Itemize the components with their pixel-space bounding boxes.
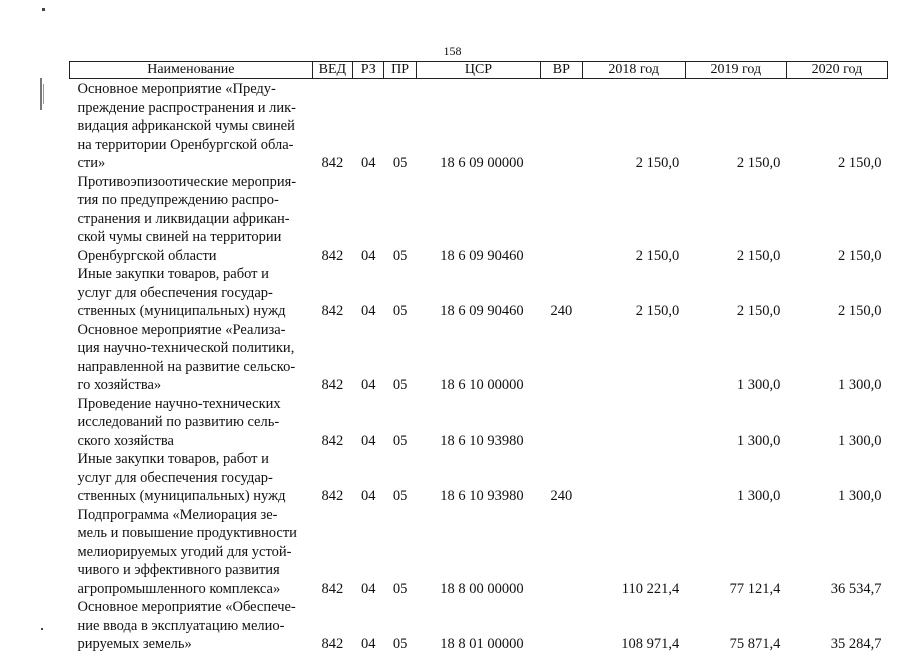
cell-2018 (582, 395, 685, 451)
cell-vr (541, 395, 582, 451)
cell-name (70, 598, 313, 654)
cell-name-line: ние ввода в эксплуатацию мелио- (77, 617, 285, 634)
cell-name-line: услуг для обеспечения государ- (77, 284, 273, 301)
cell-2018: 108 971,4 (621, 636, 680, 652)
table-header-row (70, 62, 888, 79)
cell-2020: 35 284,7 (830, 636, 882, 652)
cell-pr: 05 (392, 432, 408, 449)
column-header-vr: ВР (541, 62, 582, 79)
cell-name (70, 321, 313, 395)
cell-name-line: Иные закупки товаров, работ и (77, 266, 269, 282)
column-header-2019: 2019 год (685, 62, 786, 79)
cell-pr: 05 (392, 636, 408, 652)
cell-2019: 1 300,0 (736, 377, 781, 393)
cell-rz: 04 (361, 580, 376, 597)
cell-ved: 842 (321, 432, 344, 449)
cell-name-line: ского хозяйства (77, 432, 174, 449)
cell-name-line: Противоэпизоотические мероприя- (77, 173, 297, 190)
cell-name-line: чивого и эффективного развития (77, 562, 280, 578)
cell-2019: 1 300,0 (736, 432, 781, 449)
cell-name-line: Подпрограмма «Мелиорация зе- (77, 506, 278, 523)
cell-csr: 18 8 00 00000 (440, 580, 524, 597)
cell-name-line: Основное мероприятие «Преду- (77, 81, 276, 97)
cell-csr: 18 6 10 93980 (440, 488, 524, 504)
cell-csr: 18 8 01 00000 (440, 636, 524, 652)
cell-2019: 1 300,0 (736, 488, 781, 504)
cell-2020: 2 150,0 (838, 155, 882, 171)
cell-2019: 75 871,4 (729, 636, 781, 652)
column-header-name: Наименование (70, 62, 313, 79)
column-header-csr: ЦСР (416, 62, 540, 79)
column-header-2018: 2018 год (582, 62, 685, 79)
cell-2020: 1 300,0 (838, 432, 882, 449)
scan-speck (41, 628, 43, 630)
table-row (70, 506, 888, 599)
cell-pr: 05 (392, 377, 408, 393)
cell-name-line: странения и ликвидации африкан- (77, 210, 290, 227)
cell-2020: 2 150,0 (838, 247, 882, 264)
cell-name-line: го хозяйства» (77, 377, 162, 393)
cell-ved: 842 (321, 377, 344, 393)
cell-rz: 04 (361, 303, 376, 319)
cell-name-line: услуг для обеспечения государ- (77, 469, 273, 486)
table-row (70, 395, 888, 451)
table-row (70, 173, 888, 266)
cell-rz: 04 (361, 247, 376, 264)
cell-2019: 77 121,4 (729, 580, 781, 597)
cell-pr: 05 (392, 247, 408, 264)
cell-name-line: мелиорируемых угодий для устой- (77, 543, 292, 560)
column-header-ved: ВЕД (312, 62, 352, 79)
cell-name-line: ственных (муниципальных) нужд (77, 488, 286, 504)
cell-name-line: тия по предупреждению распро- (77, 192, 279, 208)
cell-name (70, 395, 313, 451)
binding-mark (40, 78, 42, 110)
cell-name-line: Основное мероприятие «Обеспече- (77, 599, 296, 615)
budget-table (69, 61, 888, 654)
table-row (70, 80, 888, 173)
cell-ved: 842 (321, 303, 344, 319)
cell-rz: 04 (361, 488, 376, 504)
column-header-rz: РЗ (353, 62, 384, 79)
cell-name-line: ция научно-технической политики, (77, 340, 295, 356)
cell-rz: 04 (361, 636, 376, 652)
cell-name-line: сти» (77, 155, 106, 171)
cell-csr: 18 6 10 00000 (440, 377, 524, 393)
page-number: 158 (443, 44, 462, 58)
cell-ved: 842 (321, 247, 344, 264)
cell-name (70, 265, 313, 321)
cell-pr: 05 (392, 303, 408, 319)
cell-vr (541, 80, 582, 173)
scan-speck (42, 8, 45, 11)
cell-vr (541, 598, 582, 654)
cell-name-line: ской чумы свиней на территории (77, 229, 282, 245)
cell-rz: 04 (361, 155, 376, 171)
cell-2018: 2 150,0 (635, 303, 680, 319)
cell-name-line: направленной на развитие сельско- (77, 358, 296, 375)
column-header-2020: 2020 год (786, 62, 887, 79)
cell-rz: 04 (361, 432, 376, 449)
cell-2019: 2 150,0 (736, 155, 781, 171)
cell-2018 (582, 321, 685, 395)
cell-csr: 18 6 09 00000 (440, 155, 524, 171)
cell-name (70, 80, 313, 173)
cell-name-line: Оренбургской области (77, 247, 217, 264)
cell-name-line: Иные закупки товаров, работ и (77, 451, 269, 467)
cell-2018 (582, 450, 685, 506)
cell-name-line: мель и повышение продуктивности (77, 525, 297, 541)
cell-ved: 842 (321, 488, 344, 504)
cell-2018: 110 221,4 (621, 580, 680, 597)
cell-vr (541, 321, 582, 395)
cell-pr: 05 (392, 488, 408, 504)
cell-name-line: видация африканской чумы свиней (77, 118, 295, 134)
cell-2019: 2 150,0 (736, 303, 781, 319)
cell-2020: 36 534,7 (830, 580, 882, 597)
cell-pr: 05 (392, 155, 408, 171)
cell-csr: 18 6 10 93980 (440, 432, 524, 449)
cell-name (70, 173, 313, 266)
cell-2018: 2 150,0 (635, 155, 680, 171)
cell-rz: 04 (361, 377, 376, 393)
cell-name-line: на территории Оренбургской обла- (77, 136, 294, 153)
cell-vr: 240 (550, 303, 573, 319)
cell-name (70, 506, 313, 599)
table-row (70, 321, 888, 395)
cell-name-line: Проведение научно-технических (77, 395, 281, 412)
binding-mark (43, 84, 44, 104)
cell-name-line: преждение распространения и лик- (77, 99, 296, 116)
cell-ved: 842 (321, 636, 344, 652)
cell-ved: 842 (321, 580, 344, 597)
cell-2018: 2 150,0 (635, 247, 680, 264)
table-row (70, 598, 888, 654)
cell-2020: 2 150,0 (838, 303, 882, 319)
column-header-pr: ПР (384, 62, 416, 79)
cell-name-line: исследований по развитию сель- (77, 414, 280, 430)
cell-csr: 18 6 09 90460 (440, 303, 524, 319)
cell-ved: 842 (321, 155, 344, 171)
cell-vr (541, 506, 582, 599)
cell-vr (541, 173, 582, 266)
cell-pr: 05 (392, 580, 408, 597)
table-row (70, 265, 888, 321)
cell-name-line: агропромышленного комплекса» (77, 580, 281, 597)
cell-vr: 240 (550, 488, 573, 504)
cell-csr: 18 6 09 90460 (440, 247, 524, 264)
cell-2020: 1 300,0 (838, 488, 882, 504)
table-row (70, 450, 888, 506)
cell-name (70, 450, 313, 506)
cell-name-line: Основное мероприятие «Реализа- (77, 321, 286, 338)
cell-name-line: ственных (муниципальных) нужд (77, 303, 286, 319)
cell-name-line: рируемых земель» (77, 636, 192, 652)
cell-2019: 2 150,0 (736, 247, 781, 264)
cell-2020: 1 300,0 (838, 377, 882, 393)
